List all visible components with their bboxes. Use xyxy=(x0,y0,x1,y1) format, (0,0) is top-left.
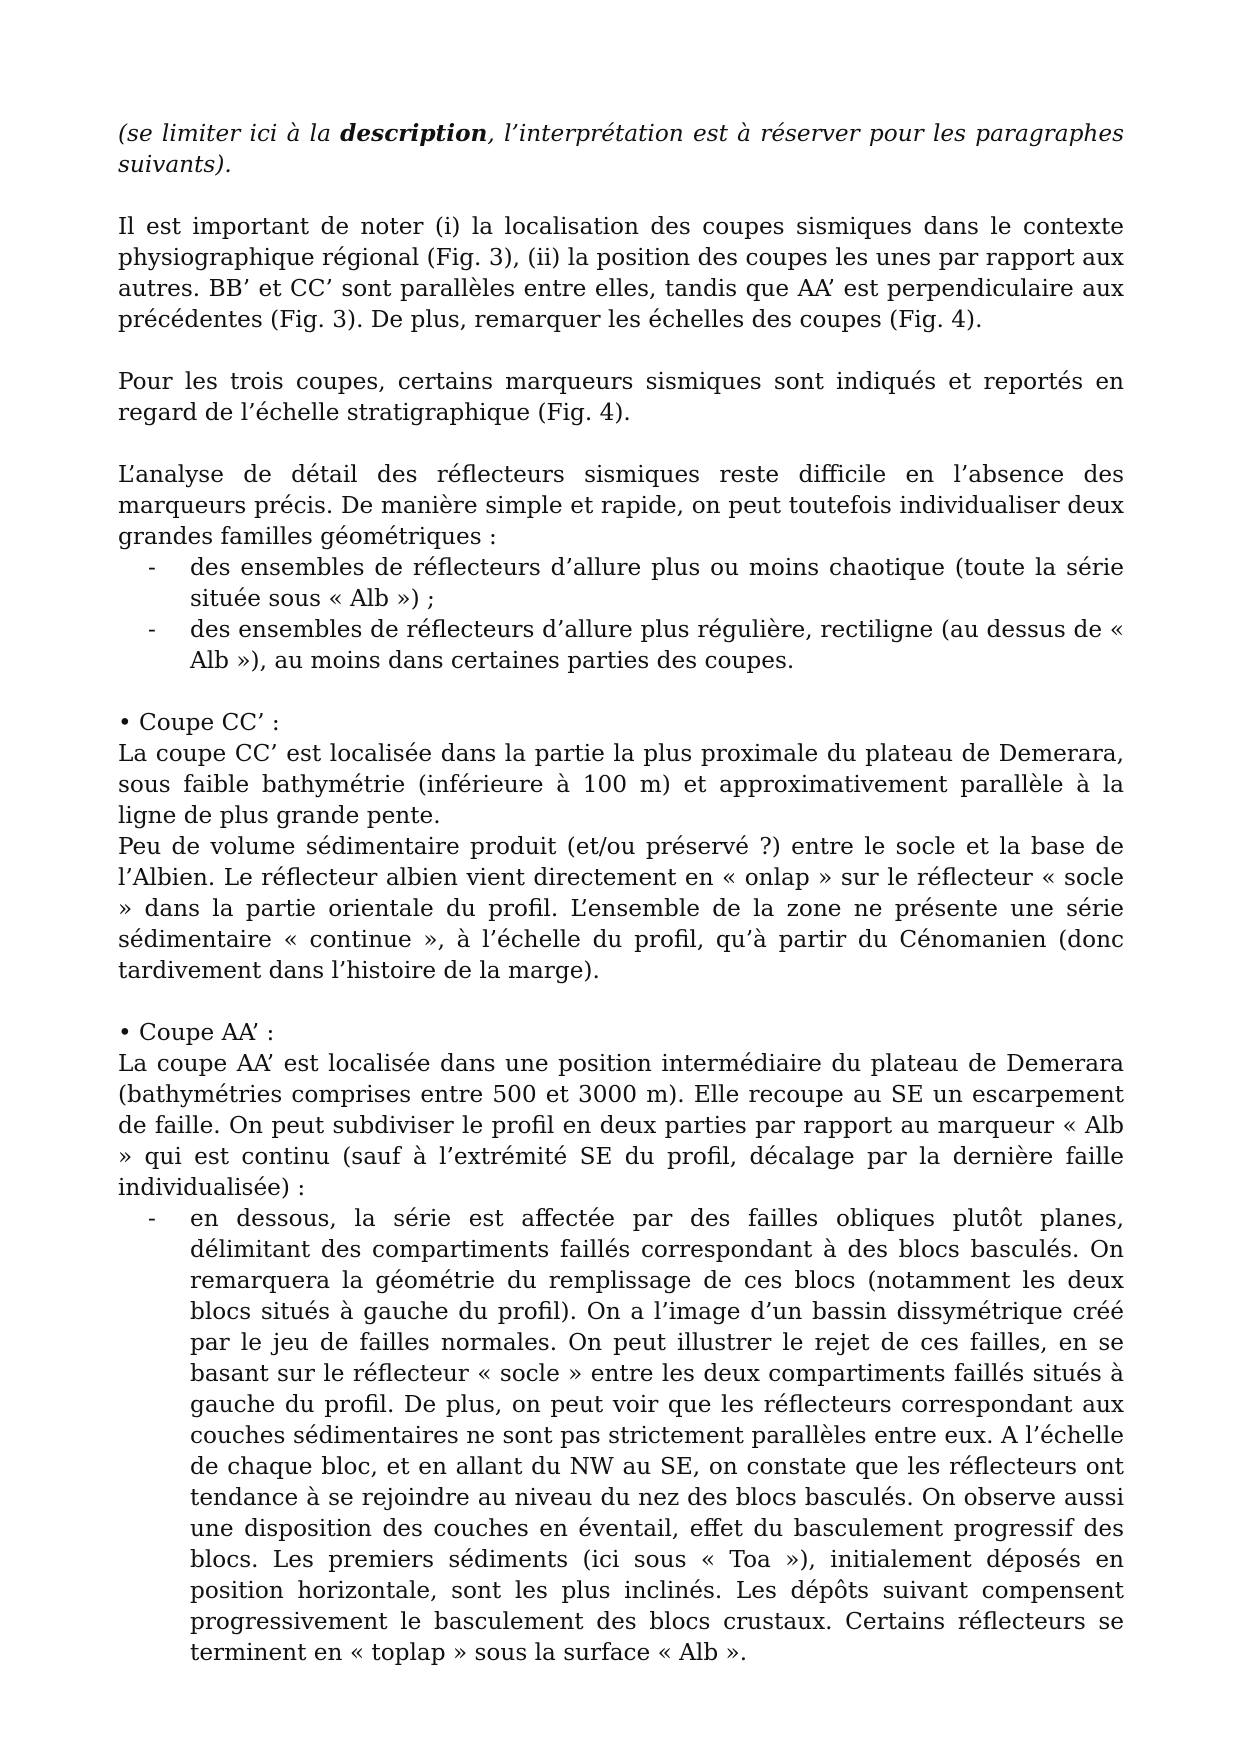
intro-after: , l’interprétation est à réserver pour les paragraphes suivants). xyxy=(118,120,1124,178)
list-item: - des ensembles de réflecteurs d’allure plus ou moins chaotique (toute la série située sous « Alb ») ; xyxy=(190,552,1124,614)
coupe-aa-paragraph-1: La coupe AA’ est localisée dans une position intermédiaire du plateau de Demerara (bathymétries comprises entre 500 et 3000 m). Elle recoupe au SE un escarpement de faille. On peut subdiviser le profil en deux parties par rapport au marqueur « Alb » qui est continu (sauf à l’extrémité SE du profil, décalage par la dernière faille individualisée) : xyxy=(118,1050,1124,1201)
intro-before: (se limiter ici à la xyxy=(118,120,341,147)
intro-note xyxy=(118,118,1124,180)
paragraph-markers: Pour les trois coupes, certains marqueurs sismiques sont indiqués et reportés en regard de l’échelle stratigraphique (Fig. 4). xyxy=(118,368,1124,426)
coupe-aa-list xyxy=(118,1203,1124,1668)
intro-bold-word: description xyxy=(340,120,488,147)
coupe-cc-paragraph-2: Peu de volume sédimentaire produit (et/ou préservé ?) entre le socle et la base de l’Albien. Le réflecteur albien vient directement en « onlap » sur le réflecteur « socle » dans la partie orientale du profil. L’ensemble de la zone ne présente une série sédimentaire « continue », à l’échelle du profil, qu’à partir du Cénomanien (donc tardivement dans l’histoire de la marge). xyxy=(118,833,1124,984)
paragraph-context: Il est important de noter (i) la localisation des coupes sismiques dans le contexte physiographique régional (Fig. 3), (ii) la position des coupes les unes par rapport aux autres. BB’ et CC’ sont parallèles entre elles, tandis que AA’ est perpendiculaire aux précédentes (Fig. 3). De plus, remarquer les échelles des coupes (Fig. 4). xyxy=(118,213,1124,333)
coupe-cc-heading: • Coupe CC’ : xyxy=(118,709,280,736)
paragraph-analysis: L’analyse de détail des réflecteurs sismiques reste difficile en l’absence des marqueurs précis. De manière simple et rapide, on peut toutefois individualiser deux grandes familles géométriques : xyxy=(118,461,1124,550)
families-list xyxy=(118,552,1124,676)
coupe-aa-heading: • Coupe AA’ : xyxy=(118,1019,275,1046)
coupe-cc-paragraph-1: La coupe CC’ est localisée dans la partie la plus proximale du plateau de Demerara, sous faible bathymétrie (inférieure à 100 m) et approximativement parallèle à la ligne de plus grande pente. xyxy=(118,740,1124,829)
list-item: - en dessous, la série est affectée par des failles obliques plutôt planes, délimitant des compartiments faillés correspondant à des blocs basculés. On remarquera la géométrie du remplissage de ces blocs (notamment les deux blocs situés à gauche du profil). On a l’image d’un bassin dissymétrique créé par le jeu de failles normales. On peut illustrer le rejet de ces failles, en se basant sur le réflecteur « socle » entre les deux compartiments faillés situés à gauche du profil. De plus, on peut voir que les réflecteurs correspondant aux couches sédimentaires ne sont pas strictement parallèles entre eux. A l’échelle de chaque bloc, et en allant du NW au SE, on constate que les réflecteurs ont tendance à se rejoindre au niveau du nez des blocs basculés. On observe aussi une disposition des couches en éventail, effet du basculement progressif des blocs. Les premiers sédiments (ici sous « Toa »), initialement déposés en position horizontale, sont les plus inclinés. Les dépôts suivant compensent progressivement le basculement des blocs crustaux. Certains réflecteurs se terminent en « toplap » sous la surface « Alb ». xyxy=(190,1203,1124,1668)
list-item: - des ensembles de réflecteurs d’allure plus régulière, rectiligne (au dessus de « Alb »), au moins dans certaines parties des coupes. xyxy=(190,614,1124,676)
